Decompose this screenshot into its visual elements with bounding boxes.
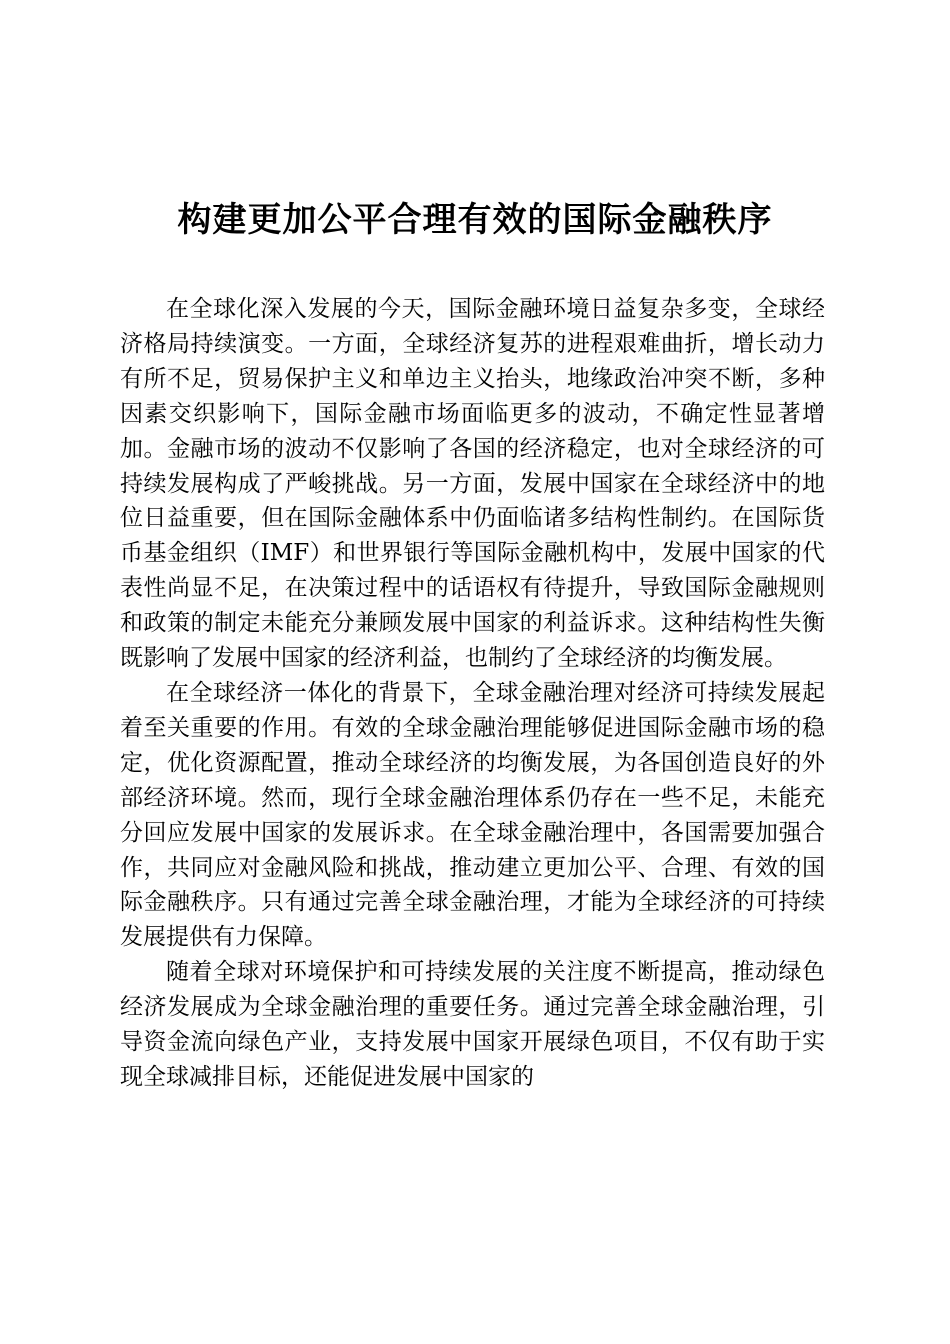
document-title: 构建更加公平合理有效的国际金融秩序: [177, 200, 773, 240]
document-body: [120, 292, 825, 1095]
paragraph-3: 随着全球对环境保护和可持续发展的关注度不断提高，推动绿色经济发展成为全球金融治理的重要任务。通过完善全球金融治理，引导资金流向绿色产业，支持发展中国家开展绿色项目，不仅有助于实现全球减排目标，还能促进发展中国家的: [120, 959, 825, 1090]
paragraph-2: 在全球经济一体化的背景下，全球金融治理对经济可持续发展起着至关重要的作用。有效的全球金融治理能够促进国际金融市场的稳定，优化资源配置，推动全球经济的均衡发展，为各国创造良好的外部经济环境。然而，现行全球金融治理体系仍存在一些不足，未能充分回应发展中国家的发展诉求。在全球金融治理中，各国需要加强合作，共同应对金融风险和挑战，推动建立更加公平、合理、有效的国际金融秩序。只有通过完善全球金融治理，才能为全球经济的可持续发展提供有力保障。: [120, 679, 825, 951]
paragraph-1: 在全球化深入发展的今天，国际金融环境日益复杂多变，全球经济格局持续演变。一方面，全球经济复苏的进程艰难曲折，增长动力有所不足，贸易保护主义和单边主义抬头，地缘政治冲突不断，多种因素交织影响下，国际金融市场面临更多的波动，不确定性显著增加。金融市场的波动不仅影响了各国的经济稳定，也对全球经济的可持续发展构成了严峻挑战。另一方面，发展中国家在全球经济中的地位日益重要，但在国际金融体系中仍面临诸多结构性制约。在国际货币基金组织（IMF）和世界银行等国际金融机构中，发展中国家的代表性尚显不足，在决策过程中的话语权有待提升，导致国际金融规则和政策的制定未能充分兼顾发展中国家的利益诉求。这种结构性失衡既影响了发展中国家的经济利益，也制约了全球经济的均衡发展。: [120, 296, 825, 672]
